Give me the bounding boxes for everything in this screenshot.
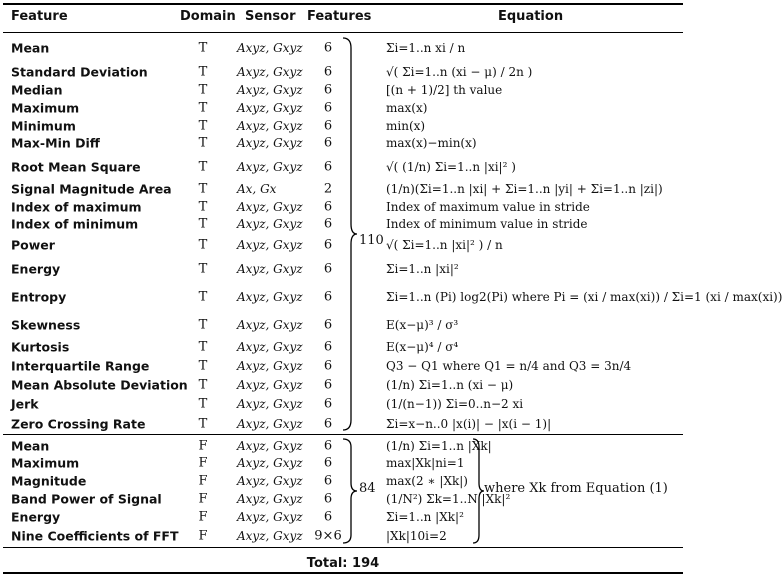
- feature-count-cell: 6: [323, 289, 333, 304]
- domain-cell: F: [198, 509, 208, 525]
- feature-cell: Minimum: [11, 118, 76, 133]
- sensor-cell: Axyz, Gxyz: [237, 83, 303, 97]
- sensor-cell: Axyz, Gxyz: [237, 438, 303, 453]
- feature-cell: Mean: [11, 40, 50, 56]
- equation-cell: max|Xk|ni=1: [386, 456, 465, 470]
- sensor-cell: Axyz, Gxyz: [237, 491, 303, 506]
- header-features: Features: [307, 9, 372, 24]
- feature-cell: Power: [11, 237, 55, 253]
- domain-cell: T: [198, 159, 208, 174]
- feature-count-cell: 6: [323, 82, 333, 98]
- frequency-note-text: where Xk from Equation (1): [484, 481, 668, 496]
- feature-cell: Mean: [11, 438, 50, 453]
- equation-cell: max(2 ∗ |Xk|): [386, 473, 468, 488]
- domain-cell: T: [198, 317, 208, 332]
- feature-count-cell: 6: [323, 396, 333, 412]
- sensor-cell: Axyz, Gxyz: [237, 340, 303, 354]
- feature-cell: Magnitude: [11, 473, 87, 488]
- table-total: Total: 194: [306, 556, 380, 571]
- sensor-cell: Axyz, Gxyz: [237, 289, 303, 304]
- sensor-cell: Axyz, Gxyz: [237, 456, 303, 470]
- feature-cell: Jerk: [11, 396, 39, 412]
- equation-cell: (1/(n−1)) Σi=0..n−2 xi: [386, 397, 524, 411]
- frequency-equation-note: [484, 481, 668, 496]
- time-domain-brace: [341, 36, 359, 432]
- feature-cell: Nine Coefficients of FFT: [11, 528, 179, 543]
- equation-cell: (1/n) Σi=1..n |Xk|: [386, 438, 492, 453]
- equation-cell: Index of minimum value in stride: [386, 217, 588, 231]
- equation-cell: Σi=1..n (Pi) log2(Pi) where Pi = (xi / max(xi)) / Σi=1 (xi / max(xi)): [386, 289, 782, 304]
- domain-cell: T: [198, 64, 208, 79]
- feature-count-cell: 6: [323, 199, 333, 214]
- domain-cell: T: [198, 377, 208, 392]
- equation-cell: Σi=1..n |xi|²: [386, 262, 459, 276]
- feature-count-cell: 6: [323, 64, 333, 79]
- feature-count-cell: 6: [323, 40, 333, 56]
- feature-cell: Maximum: [11, 455, 80, 471]
- sensor-cell: Axyz, Gxyz: [237, 159, 303, 174]
- domain-rule: [3, 434, 683, 435]
- equation-cell: Index of maximum value in stride: [386, 199, 590, 214]
- equation-cell: Σi=1..n xi / n: [386, 41, 466, 55]
- feature-cell: Standard Deviation: [11, 64, 148, 79]
- feature-cell: Interquartile Range: [11, 358, 150, 374]
- feature-count-cell: 6: [323, 377, 333, 392]
- equation-cell: (1/n) Σi=1..n (xi − μ): [386, 377, 514, 392]
- total-rule: [3, 547, 683, 548]
- feature-count-cell: 6: [323, 261, 333, 277]
- domain-cell: T: [198, 100, 208, 116]
- feature-count-cell: 6: [323, 216, 333, 232]
- equation-cell: min(x): [386, 118, 426, 133]
- domain-cell: T: [198, 237, 208, 253]
- feature-cell: Entropy: [11, 289, 67, 304]
- feature-cell: Mean Absolute Deviation: [11, 377, 188, 392]
- equation-cell: (1/N²) Σk=1..N |Xk|²: [386, 491, 511, 506]
- equation-cell: |Xk|10i=2: [386, 528, 447, 543]
- feature-cell: Index of minimum: [11, 216, 139, 232]
- sensor-cell: Axyz, Gxyz: [237, 41, 303, 55]
- feature-cell: Band Power of Signal: [11, 491, 162, 506]
- sensor-cell: Axyz, Gxyz: [237, 101, 303, 115]
- equation-cell: √( Σi=1..n |xi|² ) / n: [386, 238, 503, 252]
- sensor-cell: Axyz, Gxyz: [237, 118, 303, 133]
- frequency-domain-brace: [341, 437, 359, 545]
- domain-cell: F: [198, 438, 208, 453]
- domain-cell: T: [198, 216, 208, 232]
- feature-count-cell: 6: [323, 100, 333, 116]
- domain-cell: T: [198, 339, 208, 355]
- sensor-cell: Axyz, Gxyz: [237, 199, 303, 214]
- feature-cell: Max-Min Diff: [11, 135, 100, 151]
- domain-cell: F: [198, 491, 208, 506]
- equation-cell: E(x−μ)³ / σ³: [386, 317, 459, 332]
- feature-count-cell: 6: [323, 358, 333, 374]
- equation-cell: (1/n)(Σi=1..n |xi| + Σi=1..n |yi| + Σi=1..n |zi|): [386, 181, 663, 196]
- equation-cell: Σi=x−n..0 |x(i)| − |x(i − 1)|: [386, 417, 552, 431]
- feature-count-cell: 9×6: [314, 528, 342, 543]
- sensor-cell: Axyz, Gxyz: [237, 473, 303, 488]
- equation-cell: √( Σi=1..n (xi − μ) / 2n ): [386, 64, 533, 79]
- domain-cell: T: [198, 416, 208, 432]
- top-rule: [3, 3, 683, 5]
- domain-cell: T: [198, 82, 208, 98]
- feature-count-cell: 6: [323, 473, 333, 488]
- domain-cell: T: [198, 199, 208, 214]
- feature-count-cell: 6: [323, 416, 333, 432]
- header-sensor: Sensor: [245, 9, 296, 24]
- feature-cell: Zero Crossing Rate: [11, 416, 146, 432]
- feature-cell: Kurtosis: [11, 339, 70, 355]
- domain-cell: F: [198, 473, 208, 488]
- domain-cell: F: [198, 455, 208, 471]
- feature-count-cell: 6: [323, 135, 333, 151]
- sensor-cell: Axyz, Gxyz: [237, 238, 303, 252]
- sensor-cell: Axyz, Gxyz: [237, 136, 303, 150]
- equation-cell: Q3 − Q1 where Q1 = n/4 and Q3 = 3n/4: [386, 359, 632, 373]
- feature-count-cell: 6: [323, 509, 333, 525]
- domain-cell: T: [198, 289, 208, 304]
- frequency-domain-count: 84: [359, 481, 376, 496]
- feature-cell: Index of maximum: [11, 199, 142, 214]
- bottom-rule: [3, 572, 683, 574]
- sensor-cell: Axyz, Gxyz: [237, 510, 303, 524]
- sensor-cell: Axyz, Gxyz: [237, 397, 303, 411]
- sensor-cell: Axyz, Gxyz: [237, 359, 303, 373]
- feature-count-cell: 6: [323, 438, 333, 453]
- feature-cell: Maximum: [11, 100, 80, 116]
- sensor-cell: Axyz, Gxyz: [237, 417, 303, 431]
- equation-cell: E(x−μ)⁴ / σ⁴: [386, 340, 459, 354]
- sensor-cell: Ax, Gx: [237, 181, 277, 196]
- sensor-cell: Axyz, Gxyz: [237, 217, 303, 231]
- feature-cell: Signal Magnitude Area: [11, 181, 172, 196]
- equation-cell: √( (1/n) Σi=1..n |xi|² ): [386, 159, 516, 174]
- sensor-cell: Axyz, Gxyz: [237, 528, 303, 543]
- domain-cell: T: [198, 40, 208, 56]
- equation-cell: Σi=1..n |Xk|²: [386, 510, 464, 524]
- frequency-equation-brace: [471, 437, 485, 545]
- feature-count-cell: 6: [323, 339, 333, 355]
- feature-cell: Energy: [11, 261, 61, 277]
- header-feature: Feature: [11, 9, 68, 24]
- header-equation: Equation: [498, 9, 564, 24]
- equation-cell: max(x): [386, 101, 428, 115]
- domain-cell: T: [198, 396, 208, 412]
- equation-cell: max(x)−min(x): [386, 136, 477, 150]
- domain-cell: T: [198, 358, 208, 374]
- feature-count-cell: 6: [323, 455, 333, 471]
- feature-cell: Energy: [11, 509, 61, 525]
- time-domain-count: 110: [359, 233, 384, 248]
- feature-count-cell: 2: [323, 181, 333, 196]
- feature-cell: Root Mean Square: [11, 159, 141, 174]
- domain-cell: F: [198, 528, 208, 543]
- domain-cell: T: [198, 118, 208, 133]
- feature-cell: Median: [11, 82, 63, 98]
- domain-cell: T: [198, 135, 208, 151]
- feature-count-cell: 6: [323, 491, 333, 506]
- header-domain: Domain: [180, 9, 236, 24]
- sensor-cell: Axyz, Gxyz: [237, 64, 303, 79]
- domain-cell: T: [198, 261, 208, 277]
- feature-count-cell: 6: [323, 317, 333, 332]
- sensor-cell: Axyz, Gxyz: [237, 262, 303, 276]
- equation-cell: [(n + 1)/2] th value: [386, 83, 503, 97]
- domain-cell: T: [198, 181, 208, 196]
- feature-count-cell: 6: [323, 237, 333, 253]
- sensor-cell: Axyz, Gxyz: [237, 317, 303, 332]
- feature-count-cell: 6: [323, 118, 333, 133]
- sensor-cell: Axyz, Gxyz: [237, 377, 303, 392]
- feature-count-cell: 6: [323, 159, 333, 174]
- feature-cell: Skewness: [11, 317, 81, 332]
- header-rule: [3, 32, 683, 33]
